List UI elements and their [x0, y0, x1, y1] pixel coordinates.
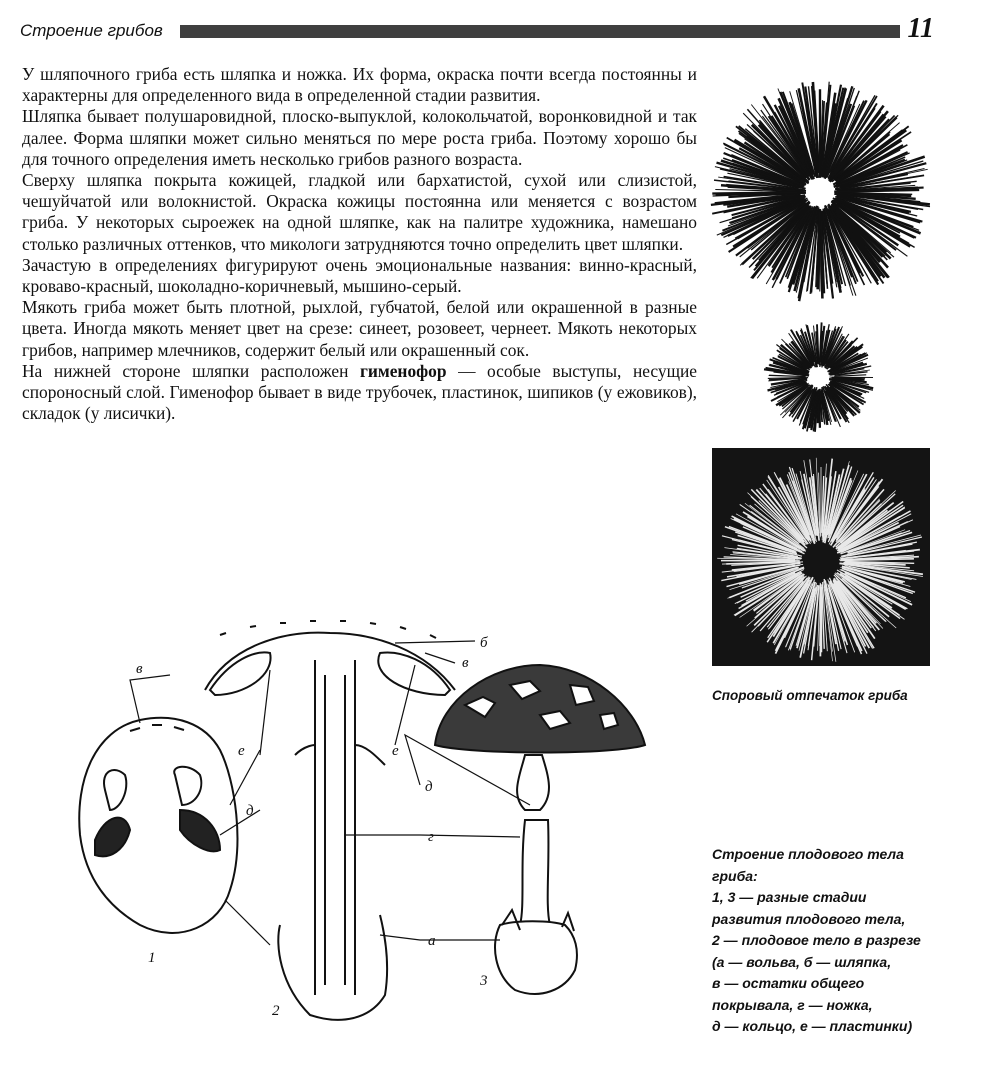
stage-3-mushroom — [435, 665, 645, 994]
paragraph-hymenophore: На нижней стороне шляпки расположен гименофор — особые выступы, несущие спороносный слой. Гименофор бывает в виде трубочек, пластинок, шипиков (у ежовиков), складок (у лисички). — [22, 360, 698, 424]
label-a: а — [428, 933, 436, 949]
section-title: Строение грибов — [20, 18, 171, 44]
label-d-2: д — [425, 779, 433, 795]
figure-caption: Строение плодового тела гриба: 1, 3 — разные стадии развития плодового тела, 2 — плодовое тело в разрезе (а — вольва, б — шляпка, в — остатки общего покрывала, г — ножка, д — кольцо, е — пластинки) — [712, 846, 921, 1034]
stage-1-egg — [79, 718, 237, 933]
spore-print-caption: Споровый отпечаток гриба — [712, 688, 908, 703]
paragraph: Сверху шляпка покрыта кожицей, гладкой или бархатистой, сухой или слизистой, чешуйчатой или волокнистой. Окраска кожицы постоянна или меняется с возрастом гриба. У некоторых сыроежек на одной шляпке, как на палитре художника, намешано столько различных оттенков, что микологи затрудняются точно определить цвет шляпки. — [22, 170, 697, 254]
label-b: б — [480, 635, 488, 651]
spore-print-large — [705, 75, 935, 310]
spore-print-small — [760, 318, 878, 436]
page-header — [20, 13, 938, 44]
page-number: 11 — [900, 12, 934, 46]
term-hymenophore: гименофор — [359, 360, 447, 381]
spore-ray — [712, 192, 799, 193]
mushroom-structure-diagram — [70, 605, 670, 1045]
paragraph: У шляпочного гриба есть шляпка и ножка. Их форма, окраска почти всегда постоянны и характерны для определенного вида в определенной стадии развития. — [22, 64, 697, 106]
figure-number-3: 3 — [480, 973, 488, 989]
label-v-1: в — [136, 661, 143, 677]
figure-number-1: 1 — [148, 950, 156, 966]
header-rule — [180, 25, 915, 38]
label-d-1: д — [246, 803, 254, 819]
paragraph: Зачастую в определениях фигурируют очень эмоциональные названия: винно-красный, кроваво-красный, шоколадно-коричневый, мышино-серый. — [22, 254, 697, 297]
spore-print-dark — [712, 448, 930, 666]
label-g: г — [428, 829, 434, 845]
label-e-2: е — [392, 743, 399, 759]
label-e-1: е — [238, 743, 245, 759]
paragraph: Мякоть гриба может быть плотной, рыхлой, губчатой, белой или окрашенной в разные цвета. Иногда мякоть меняет цвет на срезе: синеет, розовеет, чернеет. Мякоть некоторых грибов, например млечников, содержит белый или окрашенный сок. — [22, 297, 697, 360]
label-v-2: в — [462, 655, 469, 671]
figure-number-2: 2 — [272, 1003, 280, 1019]
article-text — [22, 64, 697, 424]
paragraph: Шляпка бывает полушаровидной, плоско-выпуклой, колокольчатой, воронковидной и так далее. Форма шляпки может сильно меняться по мере роста гриба. Поэтому хорошо бы для точного определения иметь несколько грибов разного возраста. — [22, 106, 697, 169]
